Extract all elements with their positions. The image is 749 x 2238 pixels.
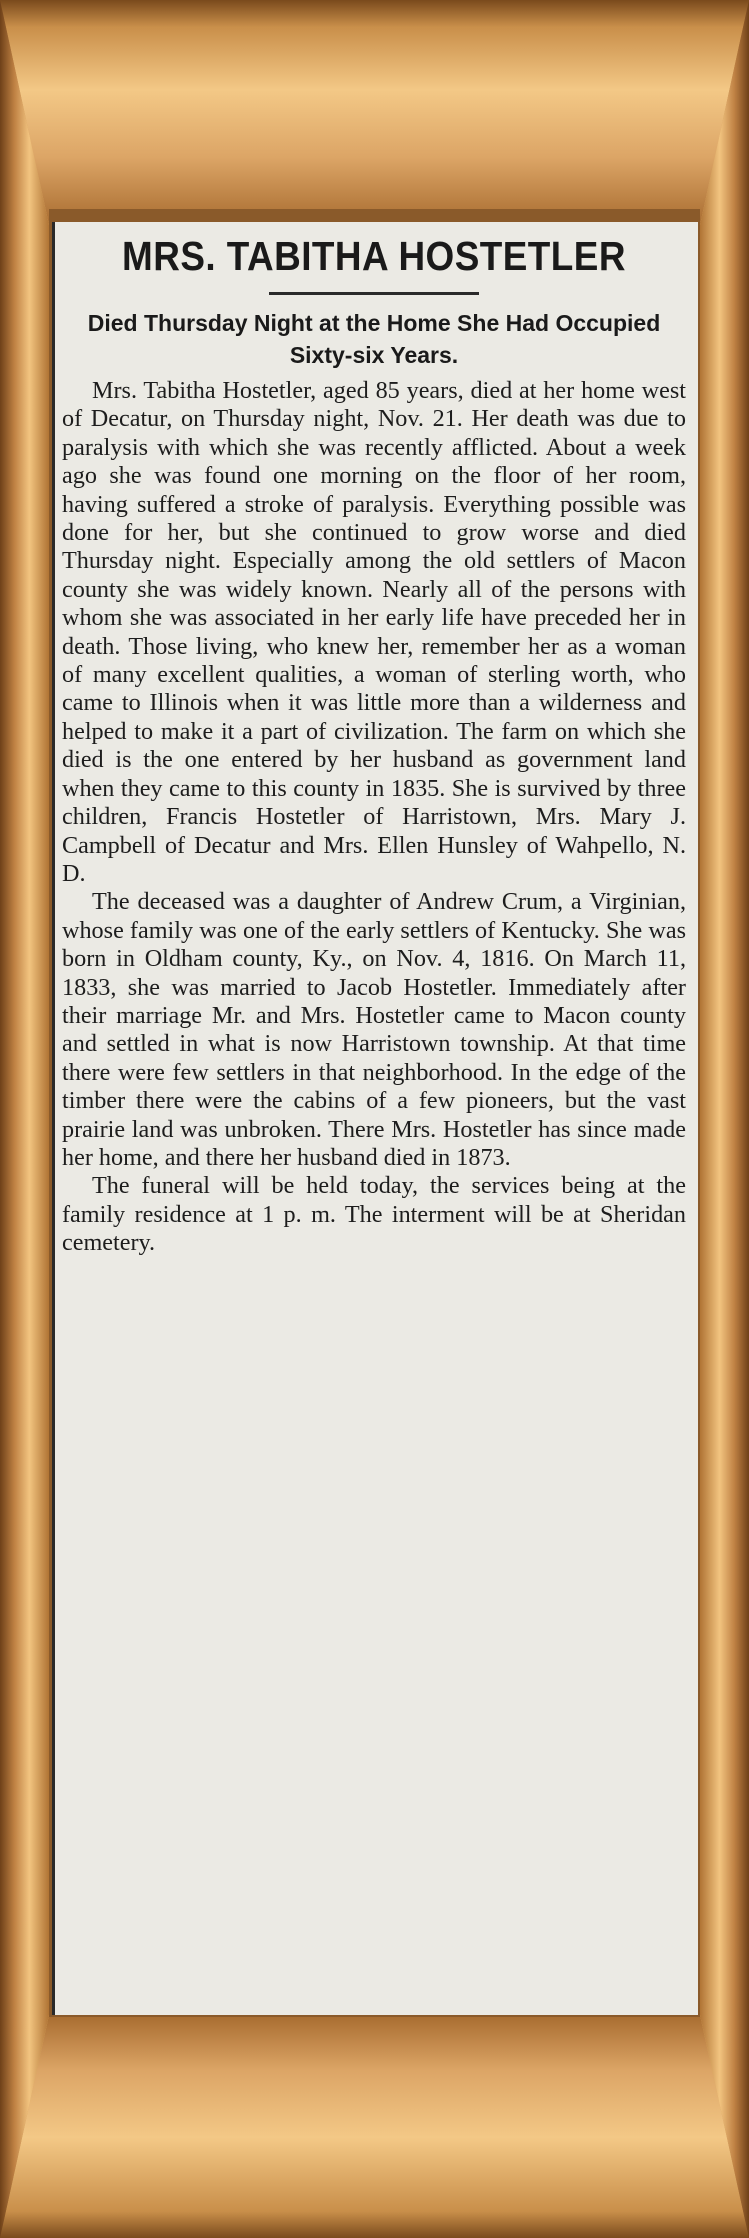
frame-left-border bbox=[0, 0, 49, 2238]
article-headline: MRS. TABITHA HOSTETLER bbox=[122, 233, 626, 279]
article-body bbox=[62, 377, 686, 1258]
headline-divider bbox=[269, 292, 479, 295]
article-paragraph-3: The funeral will be held today, the services being at the family residence at 1 p. m. The interment will be at Sheridan cemetery. bbox=[62, 1172, 686, 1257]
newspaper-clipping bbox=[52, 222, 698, 2015]
article-paragraph-1: Mrs. Tabitha Hostetler, aged 85 years, died at her home west of Decatur, on Thursday night, Nov. 21. Her death was due to paralysis with which she was recently afflicted. About a week ago she was found one morning on the floor of her room, having suffered a stroke of paralysis. Everything possible was done for her, but she continued to grow worse and died Thursday night. Especially among the old settlers of Macon county she was widely known. Nearly all of the persons with whom she was associated in her early life have preceded her in death. Those living, who knew her, remember her as a woman of many excellent qualities, a woman of sterling worth, who came to Illinois when it was little more than a wilderness and helped to make it a part of civilization. The farm on which she died is the one entered by her husband as government land when they came to this county in 1835. She is survived by three children, Francis Hostetler of Harristown, Mrs. Mary J. Campbell of Decatur and Mrs. Ellen Hunsley of Wahpello, N. D. bbox=[62, 377, 686, 887]
frame-top-border bbox=[0, 0, 749, 225]
frame-bottom-border bbox=[0, 2015, 749, 2238]
article-subheadline: Died Thursday Night at the Home She Had Occupied Sixty-six Years. bbox=[87, 310, 661, 368]
article-paragraph-2: The deceased was a daughter of Andrew Crum, a Virginian, whose family was one of the early settlers of Kentucky. She was born in Oldham county, Ky., on Nov. 4, 1816. On March 11, 1833, she was married to Jacob Hostetler. Immediately after their marriage Mr. and Mrs. Hostetler came to Macon county and settled in what is now Harristown township. At that time there were few settlers in that neighborhood. In the edge of the timber there were the cabins of a few pioneers, but the vast prairie land was unbroken. There Mrs. Hostetler has since made her home, and there her husband died in 1873. bbox=[62, 888, 686, 1171]
frame-right-border bbox=[700, 0, 749, 2238]
